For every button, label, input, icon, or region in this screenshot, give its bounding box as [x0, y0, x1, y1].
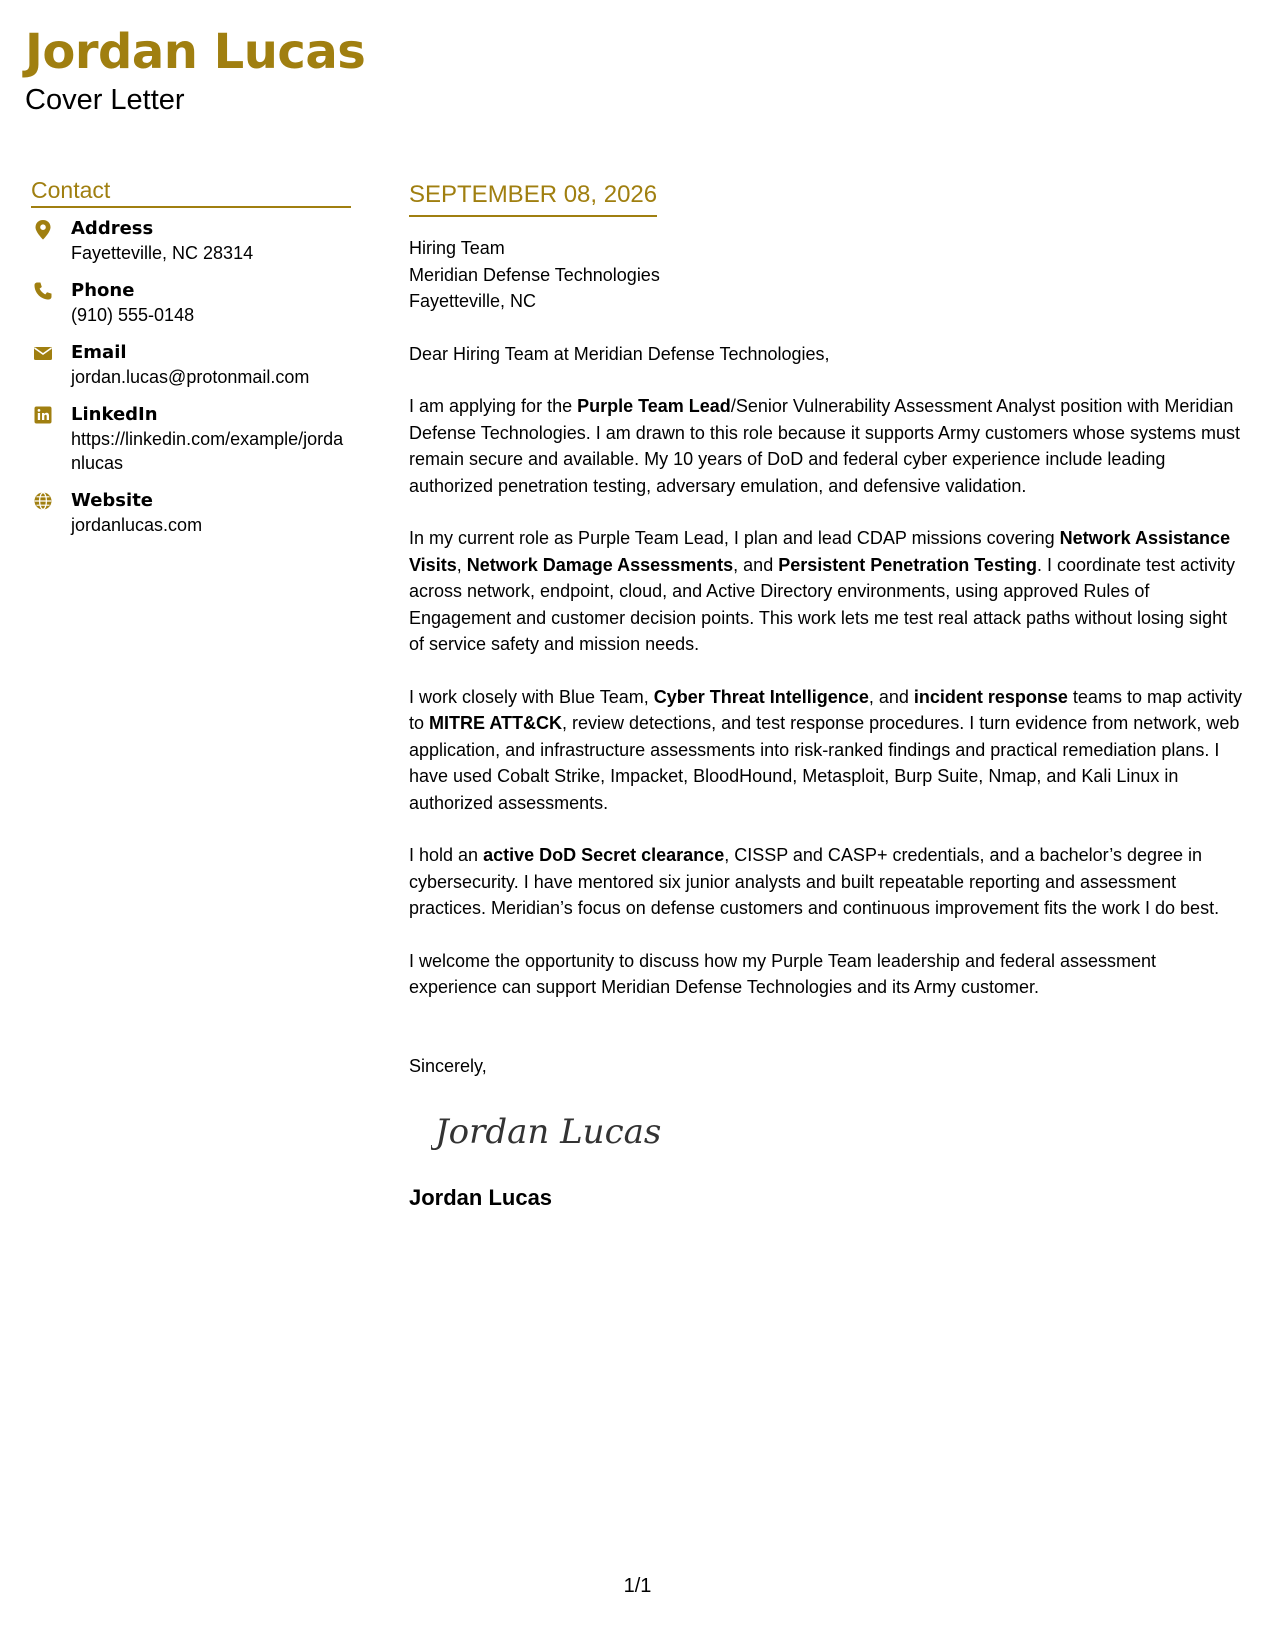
- candidate-name: Jordan Lucas: [25, 24, 366, 80]
- envelope-icon: [33, 343, 53, 363]
- bold-phrase: Purple Team Lead: [577, 396, 731, 416]
- contact-value: (910) 555-0148: [71, 305, 195, 325]
- signer-name: Jordan Lucas: [409, 1185, 553, 1210]
- contact-linkedin: [31, 402, 351, 475]
- letter-paragraph: [409, 948, 1247, 1001]
- signature-script: Jordan Lucas: [435, 1112, 662, 1152]
- text-run: In my current role as Purple Team Lead, I plan and lead CDAP missions covering: [409, 528, 1060, 548]
- recipient-line: Hiring Team: [409, 238, 505, 258]
- recipient-block: [409, 235, 1247, 315]
- contact-heading: Contact: [31, 174, 351, 208]
- bold-phrase: active DoD Secret clearance: [483, 845, 725, 865]
- bold-phrase: Persistent Penetration Testing: [778, 554, 1037, 575]
- text-run: , and: [733, 554, 779, 575]
- linkedin-icon: [33, 405, 53, 425]
- letter-content: [409, 341, 1247, 1001]
- phone-icon: [33, 281, 53, 301]
- bold-phrase: Network Damage Assessments: [466, 554, 734, 575]
- text-run: /Senior Vulnerability Assessment Analyst position with Meridian Defense Technologies. I am drawn to this role because it supports Army customers whose systems must remain secure and available. My 10 years of DoD and federal cyber experience include leading authorized penetration testing, adversary emulation, and defensive validation.: [409, 396, 1241, 496]
- bold-phrase: incident response: [913, 686, 1068, 707]
- bold-phrase: MITRE ATT&CK: [429, 713, 562, 733]
- text-run: I hold an: [409, 845, 484, 865]
- contact-value[interactable]: jordan.lucas@protonmail.com: [71, 367, 310, 387]
- contact-label: LinkedIn: [71, 404, 158, 425]
- recipient-line: Meridian Defense Technologies: [409, 264, 660, 285]
- page-number: 1/1: [623, 1575, 652, 1597]
- contact-value[interactable]: https://linkedin.com/example/jordanlucas: [71, 429, 344, 473]
- contact-website: [31, 488, 351, 537]
- closing: Sincerely,: [409, 1055, 487, 1076]
- contact-email: [31, 340, 351, 389]
- signature-image: [431, 1099, 1247, 1157]
- text-run: I welcome the opportunity to discuss how my Purple Team leadership and federal assessment experience can support Meridian Defense Technologies and its Army customer.: [409, 950, 1157, 997]
- document-subtitle: Cover Letter: [25, 84, 185, 116]
- map-pin-icon: [33, 219, 53, 239]
- contact-label: Phone: [71, 280, 135, 301]
- text-run: I am applying for the: [409, 396, 578, 416]
- bold-phrase: Cyber Threat Intelligence: [653, 686, 869, 707]
- letter-body: [409, 178, 1247, 1213]
- text-run: , CISSP and CASP+ credentials, and a bachelor’s degree in cybersecurity. I have mentored six junior analysts and built repeatable reporting and assessment practices. Meridian’s focus on defense customers and continuous improvement fits the work I do best.: [409, 845, 1220, 918]
- text-run: I work closely with Blue Team,: [409, 686, 654, 707]
- contact-sidebar: [31, 174, 351, 550]
- contact-address: [31, 216, 351, 265]
- letter-paragraph: [409, 525, 1247, 658]
- contact-value: Fayetteville, NC 28314: [71, 243, 254, 263]
- letter-paragraph: [409, 842, 1247, 922]
- letter-paragraph: [409, 393, 1247, 499]
- letter-paragraphs: [409, 393, 1247, 1001]
- bold-phrase: Network Assistance Visits: [409, 528, 1231, 575]
- contact-label: Email: [71, 342, 127, 363]
- contact-value[interactable]: jordanlucas.com: [71, 515, 203, 535]
- text-run: , and: [868, 686, 914, 707]
- text-run: . I coordinate test activity across network, endpoint, cloud, and Active Directory environments, using approved Rules of Engagement and customer decision points. This work lets me test real attack paths without losing sight of service safety and mission needs.: [409, 554, 1236, 654]
- globe-icon: [33, 491, 53, 511]
- text-run: ,: [456, 554, 467, 575]
- text-run: , review detections, and test response procedures. I turn evidence from network, web application, and infrastructure assessments into risk-ranked findings and practical remediation plans. I have used Cobalt Strike, Impacket, BloodHound, Metasploit, Burp Suite, Nmap, and Kali Linux in authorized assessments.: [409, 713, 1240, 813]
- text-run: teams to map activity to: [409, 686, 1242, 733]
- letter-date: SEPTEMBER 08, 2026: [409, 178, 657, 217]
- greeting: Dear Hiring Team at Meridian Defense Technologies,: [409, 343, 830, 364]
- recipient-line: Fayetteville, NC: [409, 291, 537, 311]
- contact-label: Website: [71, 490, 154, 511]
- contact-phone: [31, 278, 351, 327]
- letter-paragraph: [409, 684, 1247, 817]
- contact-label: Address: [71, 218, 154, 239]
